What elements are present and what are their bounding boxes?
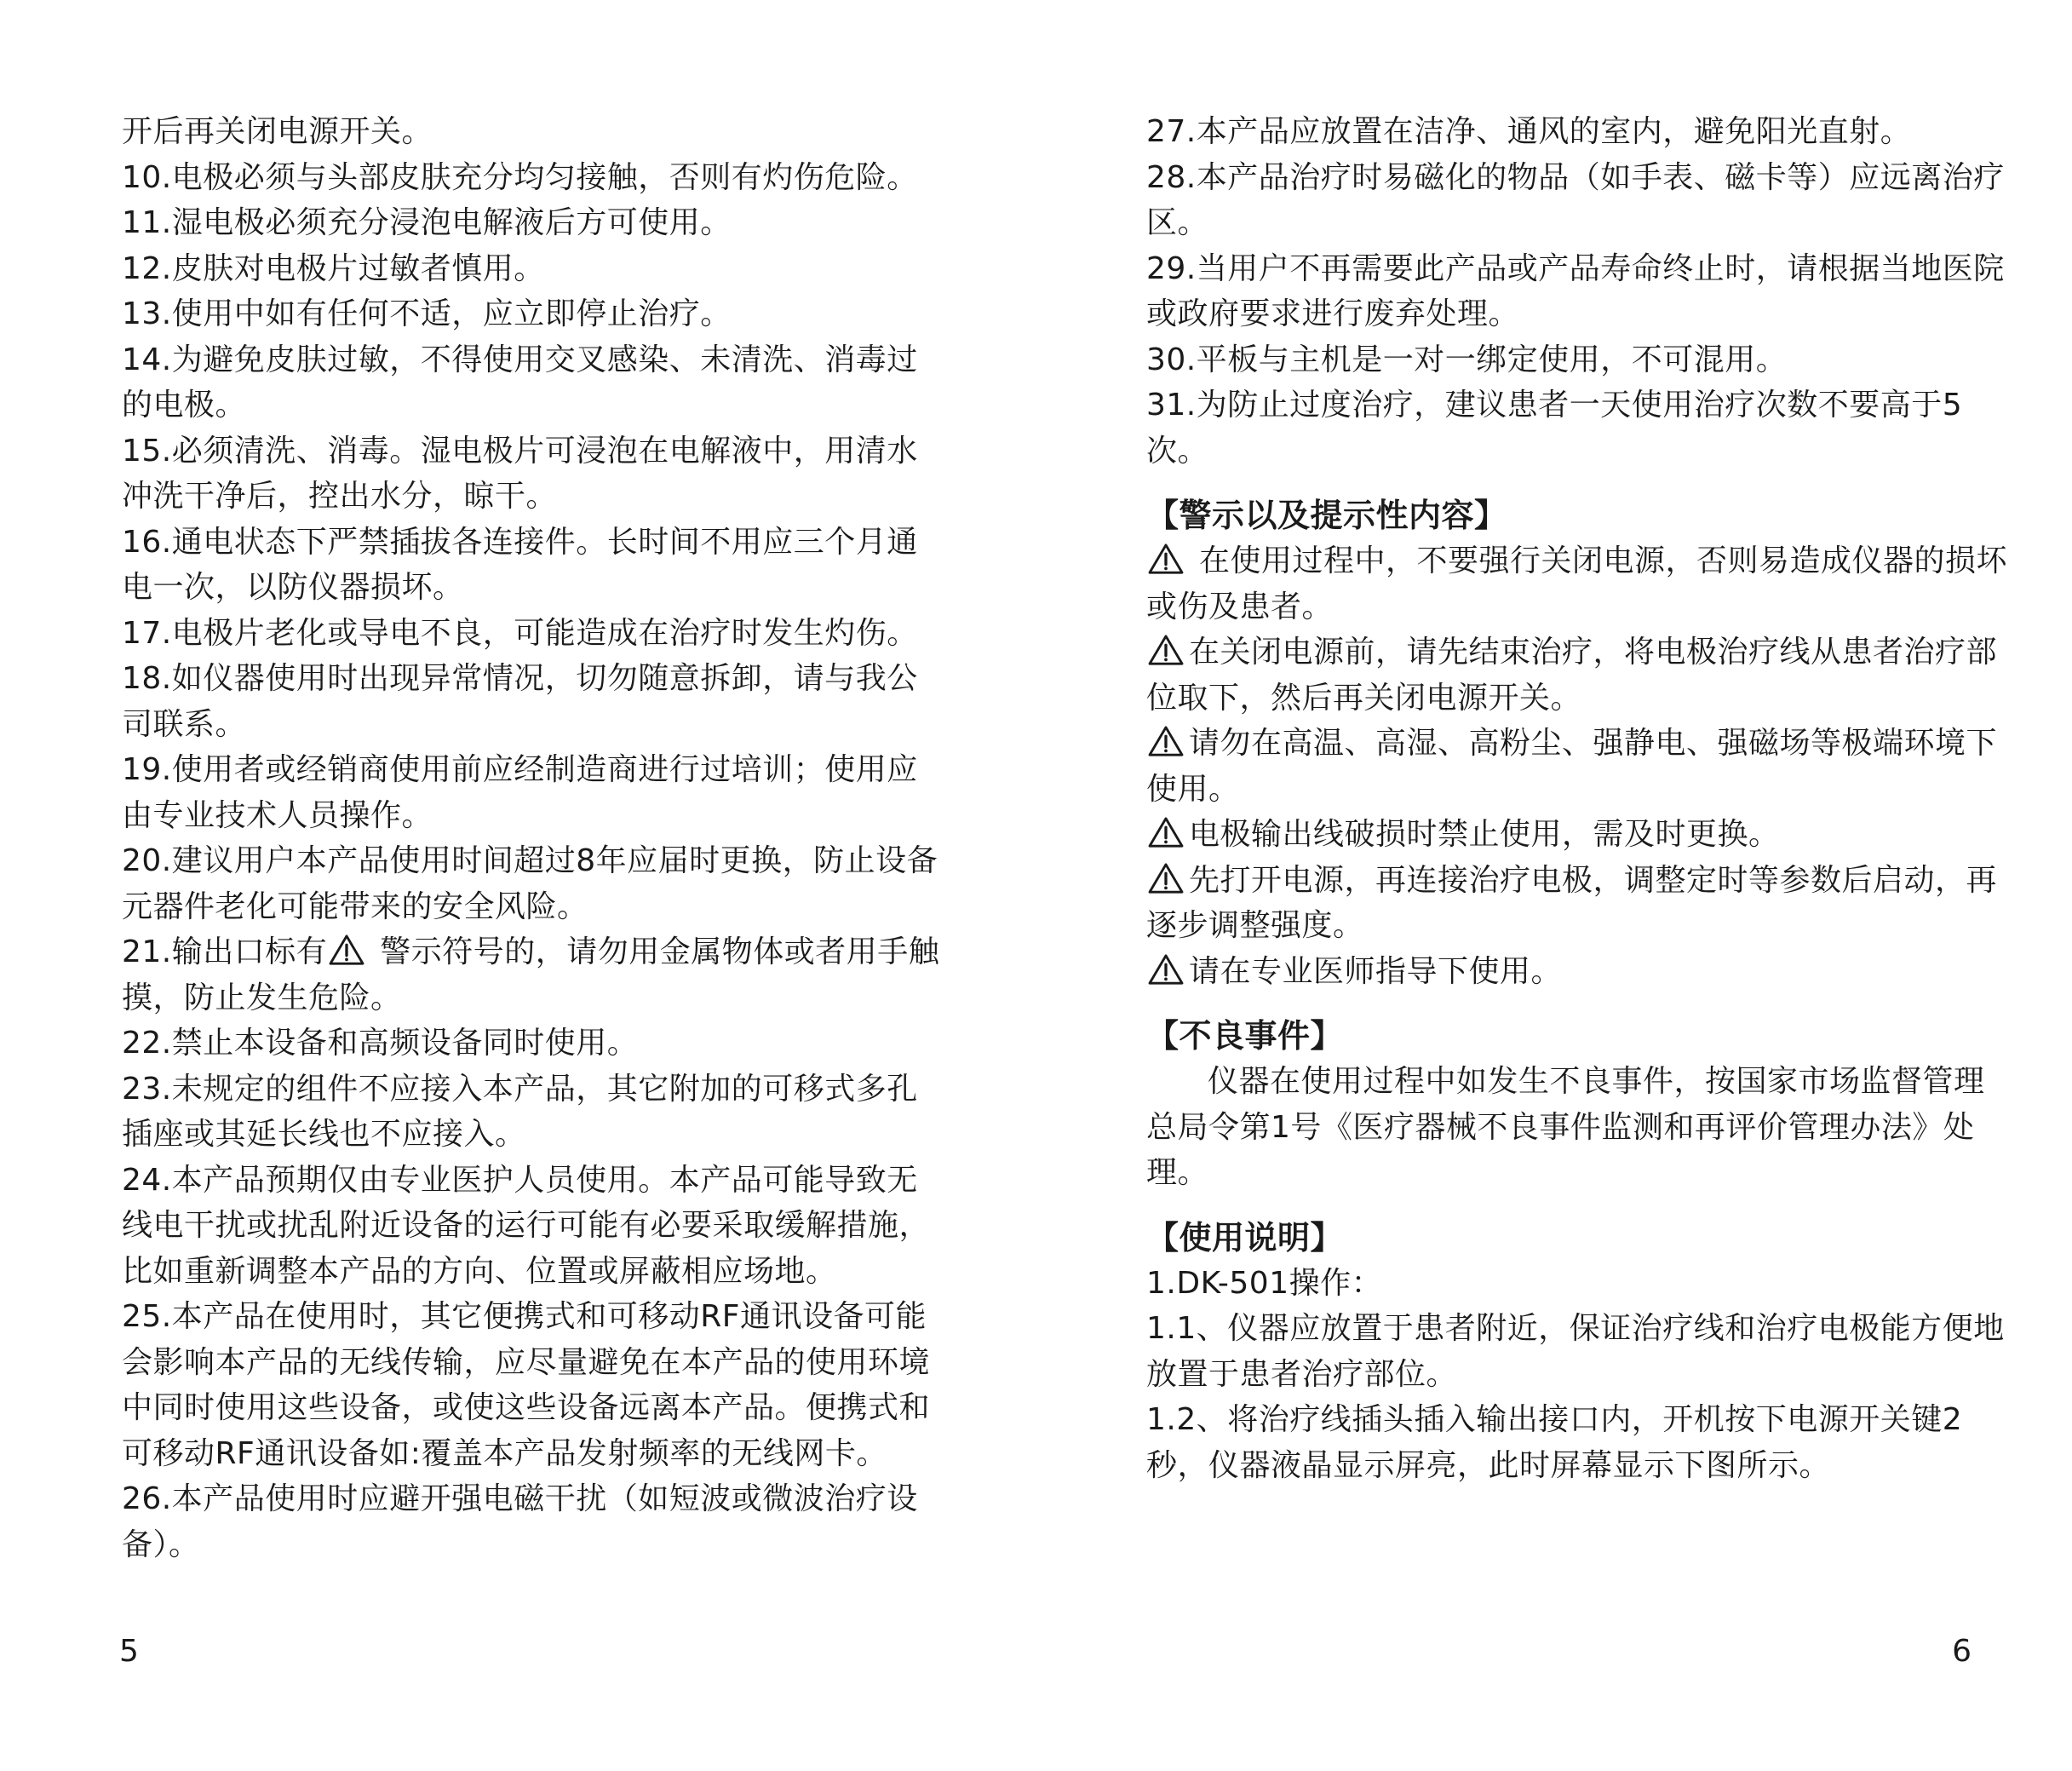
list-item-21-after: 警示符号的，请勿用金属物体或者用手触摸，防止发生危险。 bbox=[122, 934, 940, 1015]
list-item: 28.本产品治疗时易磁化的物品（如手表、磁卡等）应远离治疗区。 bbox=[1146, 159, 2005, 240]
warning-triangle-icon bbox=[1146, 816, 1185, 848]
page-number: 6 bbox=[1952, 1634, 1972, 1669]
list-item: 27.本产品应放置在洁净、通风的室内，避免阳光直射。 bbox=[1146, 114, 1912, 149]
list-item-21-before: 21.输出口标有 bbox=[122, 934, 328, 969]
list-item: 22.禁止本设备和高频设备同时使用。 bbox=[122, 1026, 639, 1061]
warning-text: 在使用过程中，不要强行关闭电源，否则易造成仪器的损坏或伤及患者。 bbox=[1146, 543, 2007, 624]
warning-text: 请勿在高温、高湿、高粉尘、强静电、强磁场等极端环境下使用。 bbox=[1146, 726, 1998, 807]
list-item: 16.通电状态下严禁插拔各连接件。长时间不用应三个月通电一次，以防仪器损坏。 bbox=[122, 524, 918, 605]
warning-section-heading: 【警示以及提示性内容】 bbox=[1146, 497, 1507, 534]
usage-item: 1.1、仪器应放置于患者附近，保证治疗线和治疗电极能方便地放置于患者治疗部位。 bbox=[1146, 1311, 2005, 1392]
page-number: 5 bbox=[119, 1634, 139, 1669]
list-item: 18.如仪器使用时出现异常情况，切勿随意拆卸，请与我公司联系。 bbox=[122, 661, 918, 742]
warning-text: 先打开电源，再连接治疗电极，调整定时等参数后启动，再逐步调整强度。 bbox=[1146, 862, 1998, 943]
list-item: 15.必须清洗、消毒。湿电极片可浸泡在电解液中，用清水冲洗干净后，控出水分，晾干。 bbox=[122, 433, 918, 514]
adverse-event-heading: 【不良事件】 bbox=[1146, 1017, 1344, 1055]
list-item: 25.本产品在使用时，其它便携式和可移动RF通讯设备可能会影响本产品的无线传输，应尽量避免在本产品的使用环境中同时使用这些设备，或使这些设备远离本产品。便携式和可移动RF通讯设备如:覆盖本产品发射频率的无线网卡。 bbox=[122, 1299, 931, 1471]
usage-item: 1.2、将治疗线插头插入输出接口内，开机按下电源开关键2秒，仪器液晶显示屏亮，此时屏幕显示下图所示。 bbox=[1146, 1402, 1963, 1483]
list-item: 24.本产品预期仅由专业医护人员使用。本产品可能导致无线电干扰或扰乱附近设备的运行可能有必要采取缓解措施，比如重新调整本产品的方向、位置或屏蔽相应场地。 bbox=[122, 1162, 931, 1289]
warning-item bbox=[1146, 630, 2008, 721]
warning-item bbox=[1146, 858, 2008, 949]
usage-heading: 【使用说明】 bbox=[1146, 1218, 1344, 1256]
right-page bbox=[1036, 0, 2072, 1771]
warning-triangle-icon bbox=[1146, 953, 1185, 986]
warning-text: 在关闭电源前，请先结束治疗，将电极治疗线从患者治疗部位取下，然后再关闭电源开关。 bbox=[1146, 635, 1998, 716]
warning-item bbox=[1146, 812, 2008, 858]
list-item: 23.未规定的组件不应接入本产品，其它附加的可移式多孔插座或其延长线也不应接入。 bbox=[122, 1071, 918, 1152]
warning-item bbox=[1146, 949, 2008, 995]
list-item: 20.建议用户本产品使用时间超过8年应届时更换，防止设备元器件老化可能带来的安全风险。 bbox=[122, 843, 938, 924]
warning-triangle-icon bbox=[327, 934, 366, 966]
list-item: 13.使用中如有任何不适，应立即停止治疗。 bbox=[122, 296, 732, 331]
list-item: 26.本产品使用时应避开强电磁干扰（如短波或微波治疗设备）。 bbox=[122, 1481, 918, 1562]
list-item: 30.平板与主机是一对一绑定使用，不可混用。 bbox=[1146, 342, 1788, 377]
warning-triangle-icon bbox=[1146, 862, 1185, 894]
list-item: 12.皮肤对电极片过敏者慎用。 bbox=[122, 250, 545, 286]
list-item: 17.电极片老化或导电不良，可能造成在治疗时发生灼伤。 bbox=[122, 615, 918, 651]
list-item-21 bbox=[122, 929, 948, 1021]
right-column bbox=[1146, 109, 2008, 1488]
warning-triangle-icon bbox=[1146, 634, 1185, 666]
warning-text: 电极输出线破损时禁止使用，需及时更换。 bbox=[1189, 817, 1780, 852]
list-item: 11.湿电极必须充分浸泡电解液后方可使用。 bbox=[122, 205, 732, 240]
warning-item bbox=[1146, 538, 2008, 630]
list-item: 19.使用者或经销商使用前应经制造商进行过培训；使用应由专业技术人员操作。 bbox=[122, 752, 918, 833]
usage-item: 1.DK-501操作： bbox=[1146, 1265, 1383, 1301]
warning-triangle-icon bbox=[1146, 725, 1185, 757]
list-item: 开后再关闭电源开关。 bbox=[122, 114, 433, 149]
warning-triangle-icon bbox=[1146, 543, 1185, 575]
warning-item bbox=[1146, 721, 2008, 812]
list-item: 14.为避免皮肤过敏，不得使用交叉感染、未清洗、消毒过的电极。 bbox=[122, 342, 918, 423]
warning-text: 请在专业医师指导下使用。 bbox=[1189, 953, 1563, 989]
list-item: 29.当用户不再需要此产品或产品寿命终止时，请根据当地医院或政府要求进行废弃处理。 bbox=[1146, 250, 2005, 331]
list-item: 10.电极必须与头部皮肤充分均匀接触，否则有灼伤危险。 bbox=[122, 159, 918, 195]
left-column bbox=[122, 109, 948, 1567]
adverse-event-text: 仪器在使用过程中如发生不良事件，按国家市场监督管理总局令第1号《医疗器械不良事件监测和再评价管理办法》处理。 bbox=[1146, 1064, 1985, 1190]
list-item: 31.为防止过度治疗，建议患者一天使用治疗次数不要高于5次。 bbox=[1146, 388, 1963, 469]
